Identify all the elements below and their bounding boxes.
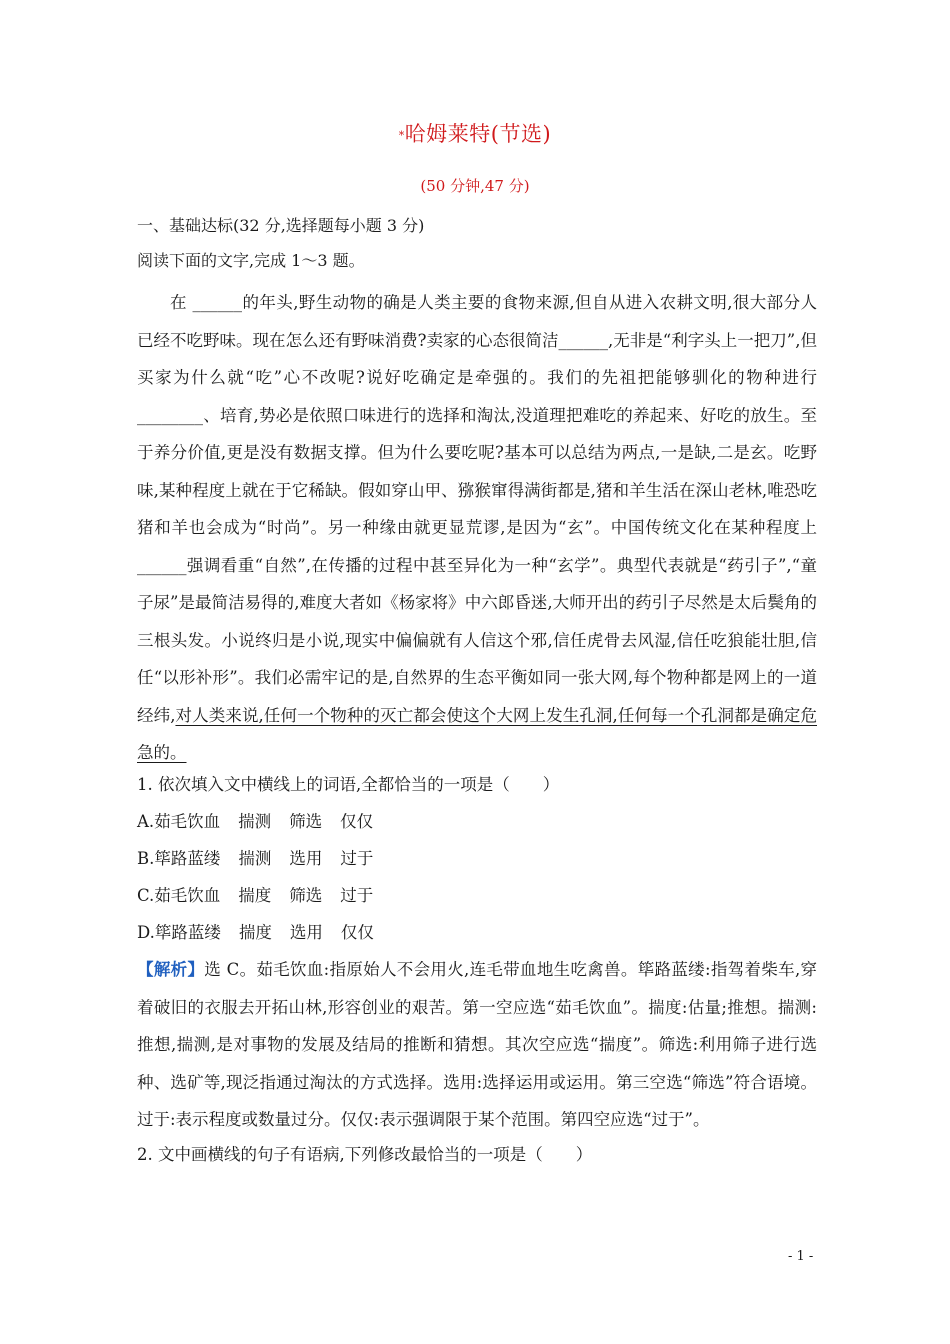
option-word: 揣度 xyxy=(238,886,272,905)
option-word: 仅仅 xyxy=(340,923,374,942)
analysis-text: 选 C。茹毛饮血:指原始人不会用火,连毛带血地生吃禽兽。筚路蓝缕:指驾着柴车,穿着破旧的衣服去开拓山林,形容创业的艰苦。第一空应选“茹毛饮血”。揣度:估量;推想。揣测:推想,揣测,是对事物的发展及结局的推断和猜想。其次空应选“揣度”。筛选:利用筛子进行选种、选矿等,现泛指通过淘汰的方式选择。选用:选择运用或运用。第三空选“筛选”符合语境。过于:表示程度或数量过分。仅仅:表示强调限于某个范围。第四空应选“过于”。 xyxy=(137,960,818,1129)
option-word: 选用 xyxy=(289,849,323,868)
option-word: 茹毛饮血 xyxy=(154,812,221,831)
option-a xyxy=(137,808,391,832)
option-d xyxy=(137,919,392,943)
option-word: 选用 xyxy=(289,923,323,942)
option-b xyxy=(137,845,391,869)
title-text: 哈姆莱特(节选) xyxy=(404,122,552,146)
section-heading: 一、基础达标(32 分,选择题每小题 3 分) xyxy=(137,216,425,235)
option-letter: C. xyxy=(137,886,155,905)
option-word: 揣测 xyxy=(238,849,272,868)
title-star-mark: * xyxy=(398,129,405,142)
option-word: 筚路蓝缕 xyxy=(154,923,221,942)
option-word: 筚路蓝缕 xyxy=(154,849,221,868)
question-1-stem: 1. 依次填入文中横线上的词语,全都恰当的一项是（ ） xyxy=(137,775,560,794)
question-2-stem: 2. 文中画横线的句子有语病,下列修改最恰当的一项是（ ） xyxy=(137,1145,593,1164)
time-limit: (50 分钟,47 分) xyxy=(420,177,530,195)
option-word: 茹毛饮血 xyxy=(154,886,221,905)
analysis-tag: 【解析】 xyxy=(137,960,205,979)
option-letter: A. xyxy=(137,812,155,831)
option-word: 揣度 xyxy=(238,923,272,942)
option-word: 过于 xyxy=(340,886,374,905)
option-letter: D. xyxy=(137,923,155,942)
option-c xyxy=(137,882,391,906)
option-word: 揣测 xyxy=(238,812,272,831)
option-word: 仅仅 xyxy=(340,812,374,831)
page-number: - 1 - xyxy=(788,1249,814,1264)
passage-text: 在 ______的年头,野生动物的确是人类主要的食物来源,但自从进入农耕文明,很大部分人已经不吃野味。现在怎么还有野味消费?卖家的心态很简洁______,无非是“利字头上一把刀”,但买家为什么就“吃”心不改呢?说好吃确定是牵强的。我们的先祖把能够驯化的物种进行________、培育,势必是依照口味进行的选择和淘汰,没道理把难吃的养起来、好吃的放生。至于养分价值,更是没有数据支撑。但为什么要吃呢?基本可以总结为两点,一是缺,二是玄。吃野味,某种程度上就在于它稀缺。假如穿山甲、猕猴窜得满街都是,猪和羊生活在深山老林,唯恐吃猪和羊也会成为“时尚”。另一种缘由就更显荒谬,是因为“玄”。中国传统文化在某种程度上______强调看重“自然”,在传播的过程中甚至异化为一种“玄学”。典型代表就是“药引子”,“童子尿”是最简洁易得的,难度大者如《杨家将》中六郎昏迷,大师开出的药引子尽然是太后鬓角的三根头发。小说终归是小说,现实中偏偏就有人信这个邪,信任虎骨去风湿,信任吃狼能壮胆,信任“以形补形”。我们必需牢记的是,自然界的生态平衡如同一张大网,每个物种都是网上的一道经纬, xyxy=(137,293,817,725)
analysis-block xyxy=(137,951,817,1139)
option-word: 筛选 xyxy=(289,886,323,905)
option-letter: B. xyxy=(137,849,155,868)
reading-instruction: 阅读下面的文字,完成 1～3 题。 xyxy=(137,251,365,270)
page-title xyxy=(0,118,950,148)
reading-passage xyxy=(137,284,817,772)
option-word: 筛选 xyxy=(289,812,323,831)
underlined-sentence: 对人类来说,任何一个物种的灭亡都会使这个大网上发生孔洞,任何每一个孔洞都是确定危急的。 xyxy=(137,705,817,762)
option-word: 过于 xyxy=(340,849,374,868)
